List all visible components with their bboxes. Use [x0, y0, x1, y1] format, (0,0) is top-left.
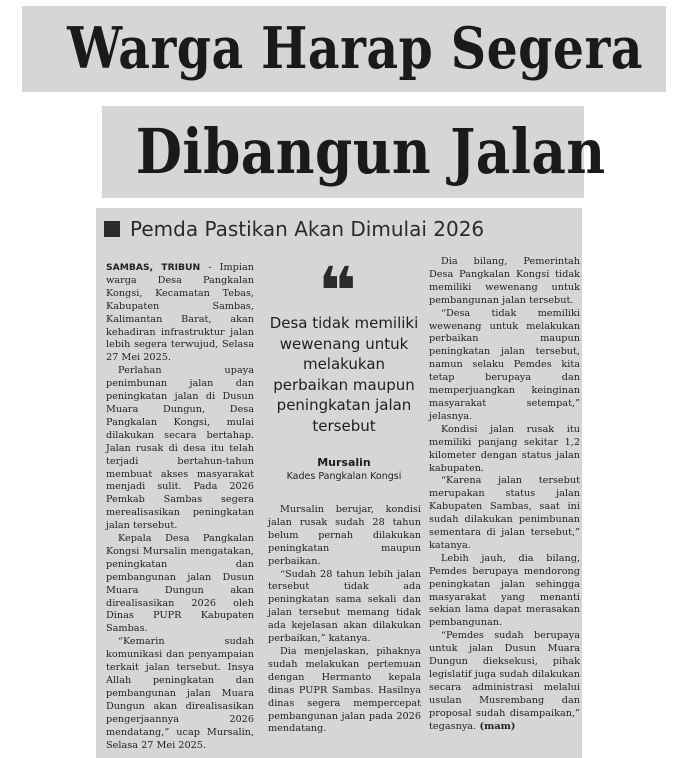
article-column-1: [106, 262, 254, 752]
article-column-2: [268, 504, 421, 736]
article-column-3: [429, 256, 580, 734]
paragraph: Kondisi jalan rusak itu memiliki panjang sekitar 1,2 kilometer dengan status jalan kabupaten.: [429, 423, 580, 474]
paragraph: Kepala Desa Pangkalan Kongsi Mursalin mengatakan, peningkatan dan pembangunan jalan Dusun Muara Dungun akan direalisasikan 2026 oleh Dinas PUPR Kabupaten Sambas.: [106, 533, 254, 635]
pull-quote-name: Mursalin: [317, 456, 371, 469]
dateline: SAMBAS, TRIBUN: [106, 262, 201, 273]
paragraph: “Desa tidak memiliki wewenang untuk melakukan perbaikan maupun peningkatan jalan tersebut, namun selaku Pemdes kita tetap berupaya dan memperjuangkan keinginan masyarakat setempat,” jelasnya.: [429, 307, 580, 422]
paragraph: “Karena jalan tersebut merupakan status jalan Kabupaten Sambas, saat ini sudah dilakukan penimbunan sementara di jalan tersebut,” katanya.: [429, 475, 580, 551]
paragraph: “Sudah 28 tahun lebih jalan tersebut tidak ada peningkatan sama sekali dan jalan tersebut memang tidak ada kejelasan akan dilakukan perbaikan,” katanya.: [268, 568, 421, 645]
paragraph-text: - Impian warga Desa Pangkalan Kongsi, Kecamatan Tebas, Kabupaten Sambas, Kalimantan Barat, akan kehadiran infrastruktur jalan lebih segera terwujud, Selasa 27 Mei 2025.: [106, 262, 254, 364]
author-signoff: (mam): [476, 720, 516, 732]
paragraph: Dia bilang, Pemerintah Desa Pangkalan Kongsi tidak memiliki wewenang untuk pembangunan jalan tersebut.: [429, 256, 580, 306]
paragraph: Dia menjelaskan, pihaknya sudah melakukan pertemuan dengan Hermanto kepala dinas PUPR Sambas. Hasilnya dinas segera mempercepat pembangunan jalan pada 2026 mendatang.: [268, 645, 421, 735]
paragraph-text: “Pemdes sudah berupaya untuk jalan Dusun Muara Dungun dieksekusi, pihak legislatif juga sudah dilakukan secara administrasi melalui usulan Musrembang dan proposal sudah disampaikan,” tegasnya.: [429, 630, 580, 732]
subheadline: [104, 214, 580, 244]
paragraph: Perlahan upaya penimbunan jalan dan peningkatan jalan di Dusun Muara Dungun, Desa Pangkalan Kongsi, mulai dilakukan secara bertahap. Jalan rusak di desa itu telah terjadi bertahun-tahun membuat akses masyarakat menjadi sulit. Pada 2026 Pemkab Sambas segera merealisasikan peningkatan jalan tersebut.: [106, 365, 254, 532]
paragraph: Mursalin berujar, kondisi jalan rusak sudah 28 tahun belum pernah dilakukan peningkatan maupun perbaikan.: [268, 504, 421, 567]
square-bullet-icon: [104, 221, 120, 237]
quotation-mark-icon: ❝: [318, 253, 357, 330]
paragraph: [106, 262, 254, 365]
headline-line-2: Dibangun Jalan: [135, 115, 606, 188]
pull-quote-role: Kades Pangkalan Kongsi: [286, 471, 402, 482]
subheadline-text: Pemda Pastikan Akan Dimulai 2026: [130, 217, 485, 241]
headline-line-1: Warga Harap Segera: [67, 15, 643, 82]
paragraph: [429, 630, 580, 733]
paragraph: “Kemarin sudah komunikasi dan penyampaian terkait jalan tersebut. Insya Allah peningkatan dan pembangunan jalan Muara Dungun akan direalisasikan pengerjaannya 2026 mendatang,” ucap Mursalin, Selasa 27 Mei 2025.: [106, 636, 254, 751]
paragraph: Lebih jauh, dia bilang, Pemdes berupaya mendorong peningkatan jalan sehingga masyarakat yang menanti sekian lama dapat merasakan pembangunan.: [429, 552, 580, 629]
pull-quote: Desa tidak memiliki wewenang untuk melakukan perbaikan maupun peningkatan jalan tersebut: [269, 314, 419, 435]
